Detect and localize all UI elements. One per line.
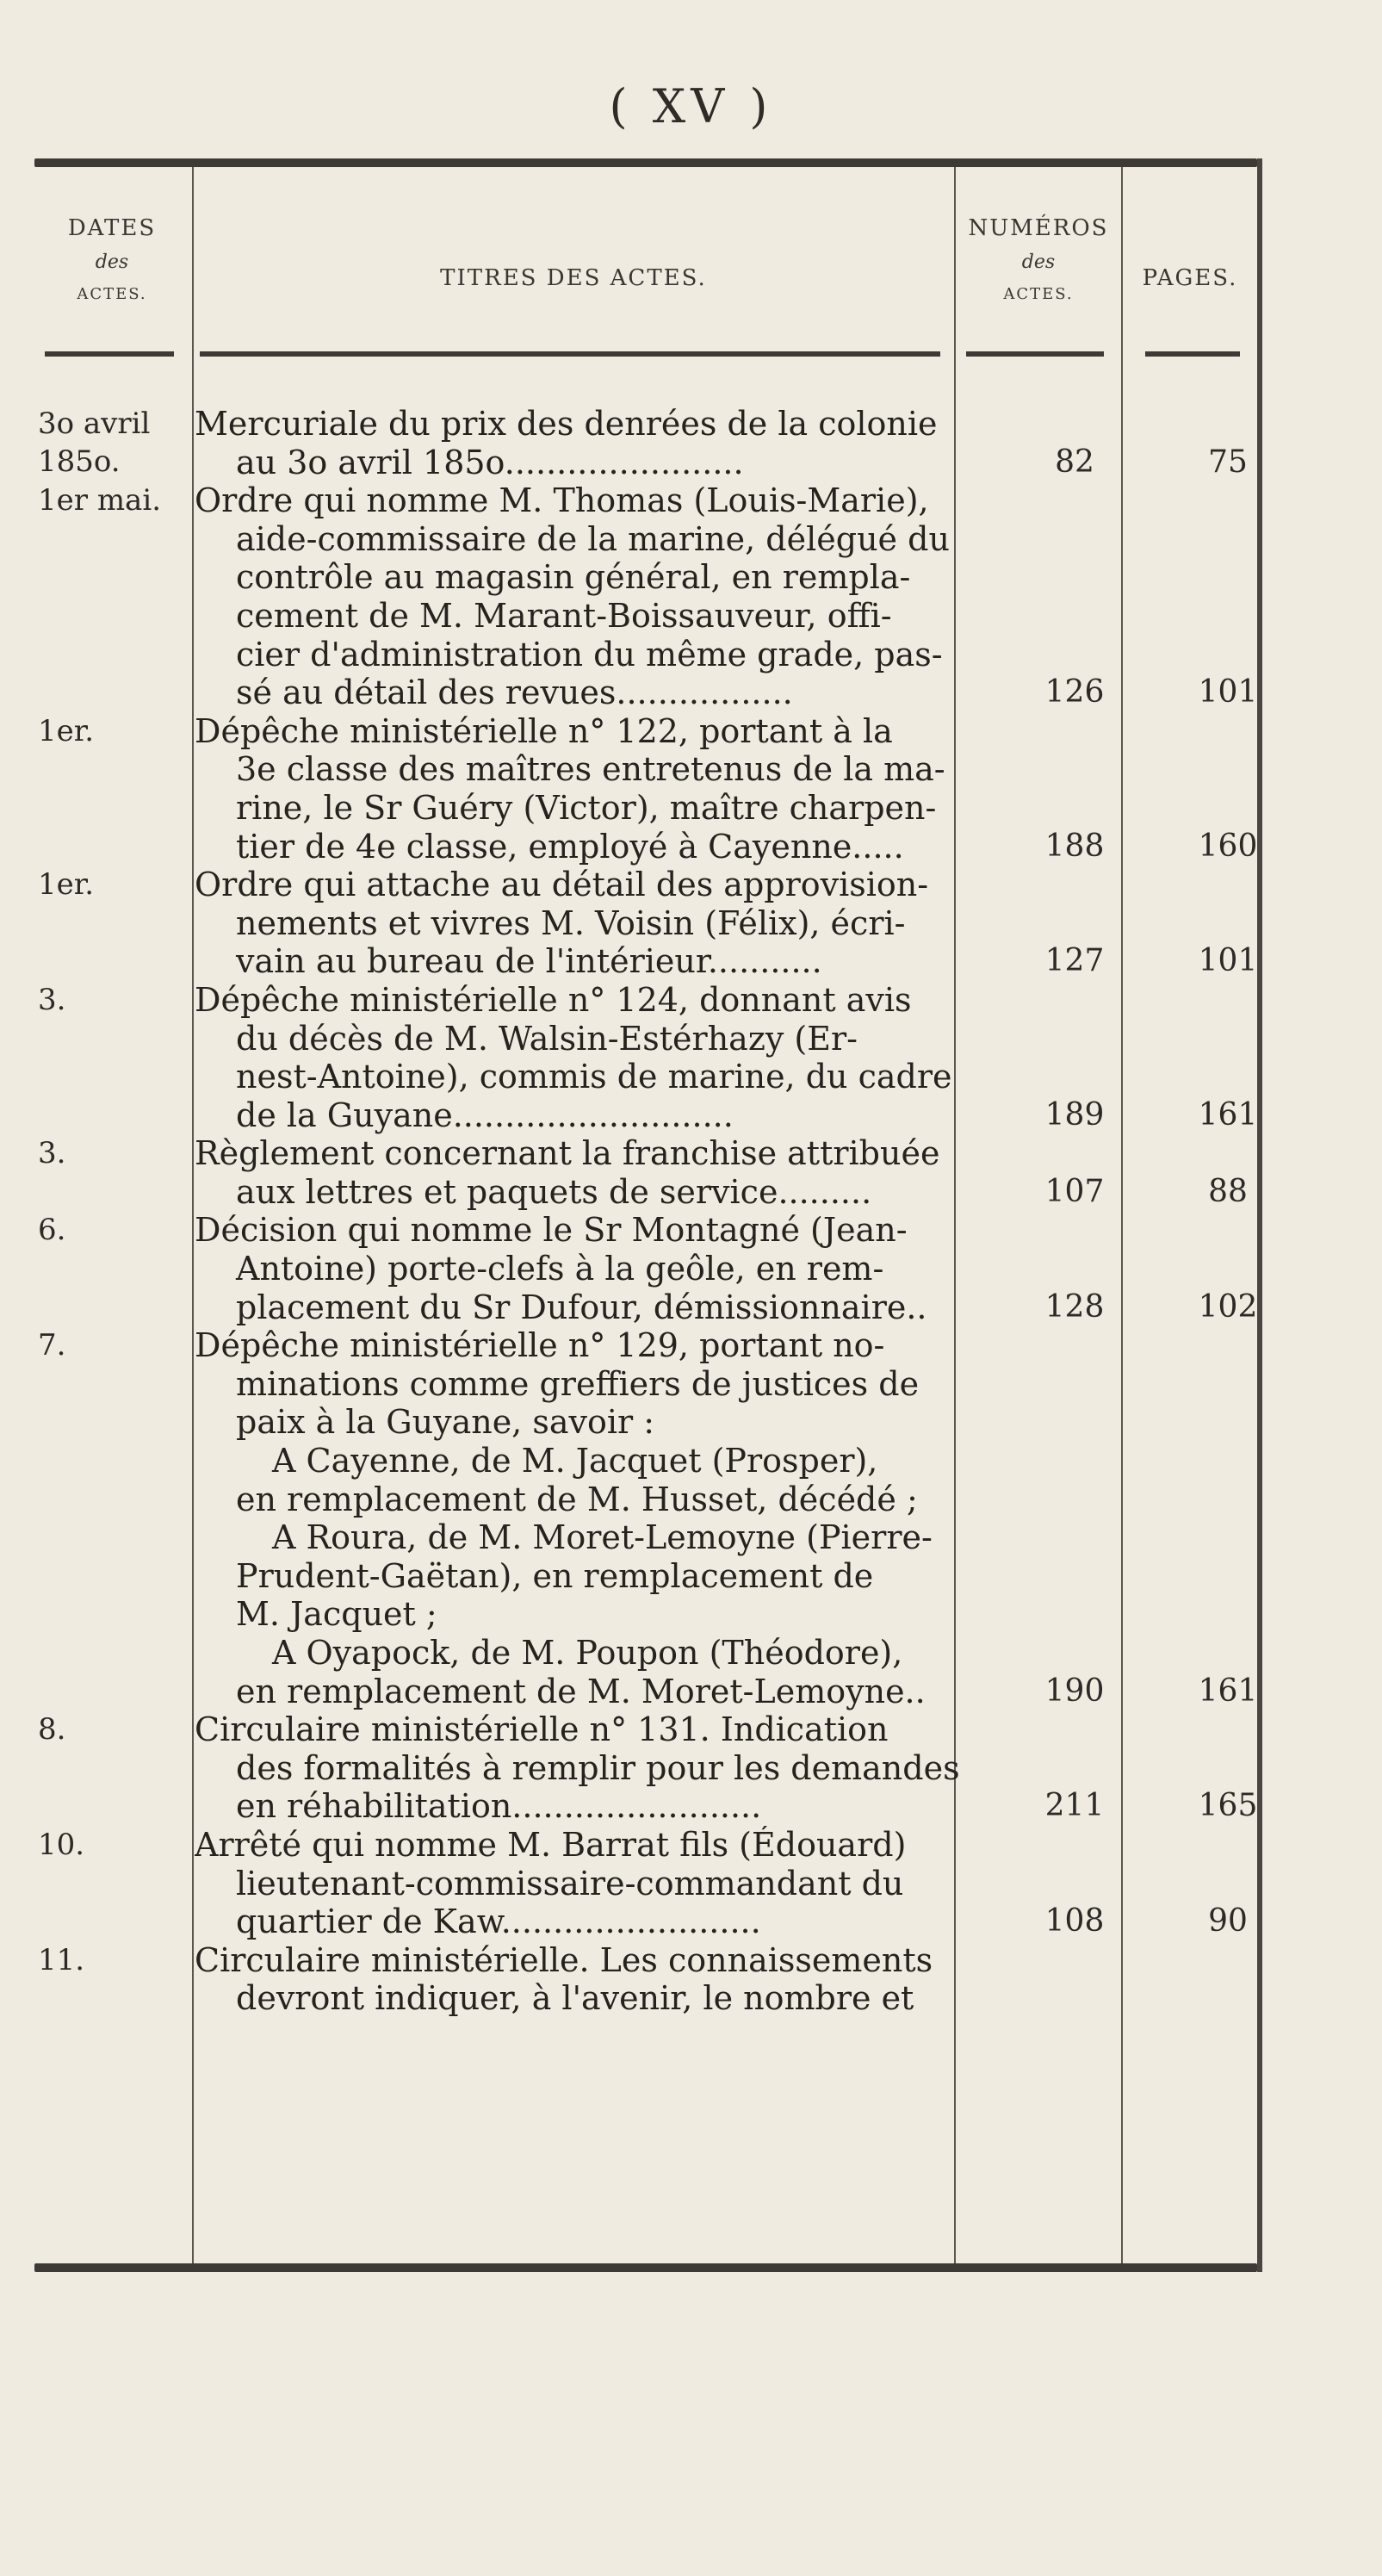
act-date <box>34 712 189 750</box>
column-header-pages: PAGES. <box>1142 265 1238 291</box>
act-title-line: paix à la Guyane, savoir : <box>236 1403 655 1442</box>
act-page: 88 <box>1208 1173 1248 1209</box>
table-row <box>34 712 1257 866</box>
act-number: 188 <box>1044 828 1105 864</box>
table-row <box>34 866 1257 981</box>
act-number: 126 <box>1044 674 1105 711</box>
act-date <box>34 481 189 519</box>
act-title-line: en réhabilitation........................ <box>236 1787 762 1826</box>
act-date-line: 1er. <box>38 713 95 748</box>
table-row <box>34 1941 1257 2018</box>
act-date-line: 3. <box>38 1136 66 1171</box>
act-number: 190 <box>1044 1673 1105 1709</box>
act-title <box>195 712 961 866</box>
act-date-line: 3. <box>38 982 66 1017</box>
act-date <box>34 1941 189 1979</box>
act-page: 90 <box>1208 1903 1248 1940</box>
header-underline-dates <box>45 351 174 357</box>
act-title <box>195 405 961 481</box>
table-row <box>34 481 1257 712</box>
act-number: 127 <box>1044 943 1105 979</box>
act-title-line: rine, le Sr Guéry (Victor), maître charpen- <box>236 788 937 827</box>
act-title-line: tier de 4e classe, employé à Cayenne..... <box>236 827 904 866</box>
act-title-line: aide-commissaire de la marine, délégué du <box>236 519 950 558</box>
act-date <box>34 1211 189 1249</box>
act-page: 101 <box>1198 674 1258 711</box>
act-title-line: en remplacement de M. Husset, décédé ; <box>236 1480 918 1518</box>
column-header-numeros: NUMÉROS des ACTES. <box>968 215 1109 303</box>
act-title-line: de la Guyane........................... <box>236 1096 734 1134</box>
act-title-line: en remplacement de M. Moret-Lemoyne.. <box>236 1672 926 1710</box>
act-title <box>195 1826 961 1941</box>
header-underline-titles <box>200 351 940 357</box>
act-number: 107 <box>1044 1173 1105 1209</box>
act-title-line: placement du Sr Dufour, démissionnaire.. <box>236 1288 927 1326</box>
act-page: 165 <box>1198 1788 1258 1824</box>
act-page: 101 <box>1198 943 1258 979</box>
table-row <box>34 1826 1257 1941</box>
act-date-line: 1er. <box>38 867 95 903</box>
act-title <box>195 866 961 981</box>
act-title <box>195 1710 961 1826</box>
act-title <box>195 981 961 1134</box>
act-date-line: 3o avril <box>38 407 151 441</box>
act-date-line: 10. <box>38 1827 85 1862</box>
act-title-line: M. Jacquet ; <box>236 1595 437 1634</box>
table-row <box>34 1211 1257 1326</box>
act-date-line: 6. <box>38 1213 66 1248</box>
table-row <box>34 1710 1257 1826</box>
act-title-line: quartier de Kaw......................... <box>236 1903 761 1941</box>
header-underline-pages <box>1145 351 1240 357</box>
act-title <box>195 1941 961 2018</box>
act-date-line: 185o. <box>38 444 121 479</box>
act-title-line: aux lettres et paquets de service......... <box>236 1172 872 1211</box>
page-number: ( XV ) <box>609 79 773 133</box>
act-title-line: A Oyapock, de M. Poupon (Théodore), <box>272 1634 903 1672</box>
act-page: 102 <box>1198 1288 1258 1325</box>
act-date-line: 8. <box>38 1712 66 1747</box>
act-title-line: Antoine) porte-clefs à la geôle, en rem- <box>236 1250 884 1288</box>
table-row <box>34 981 1257 1134</box>
act-title-line: A Roura, de M. Moret-Lemoyne (Pierre- <box>272 1518 933 1557</box>
top-rule <box>34 158 1257 167</box>
act-title-line: 3e classe des maîtres entretenus de la ma- <box>236 750 945 789</box>
act-title-line: Dépêche ministérielle n° 124, donnant avis <box>195 980 912 1019</box>
act-title <box>195 1211 961 1326</box>
act-title-line: nements et vivres M. Voisin (Félix), écri- <box>236 903 906 942</box>
column-header-titles: TITRES DES ACTES. <box>440 265 707 291</box>
act-page: 161 <box>1198 1096 1258 1133</box>
act-title-line: Circulaire ministérielle n° 131. Indication <box>195 1710 889 1749</box>
act-title-line: au 3o avril 185o....................... <box>236 443 744 481</box>
act-title-line: cement de M. Marant-Boissauveur, offi- <box>236 596 892 635</box>
act-number: 108 <box>1044 1903 1105 1940</box>
act-title-line: nest-Antoine), commis de marine, du cadre <box>236 1058 952 1096</box>
act-title-line: cier d'administration du même grade, pas- <box>236 635 943 673</box>
table-row <box>34 1326 1257 1710</box>
act-title-line: des formalités à remplir pour les demandes <box>236 1748 960 1787</box>
act-title-line: devront indiquer, à l'avenir, le nombre et <box>236 1979 914 2018</box>
act-date <box>34 1134 189 1172</box>
act-title-line: contrôle au magasin général, en rempla- <box>236 558 911 597</box>
act-title-line: Circulaire ministérielle. Les connaissements <box>195 1940 933 1979</box>
act-page: 75 <box>1208 444 1248 480</box>
act-title-line: Décision qui nomme le Sr Montagné (Jean- <box>195 1211 908 1250</box>
act-date <box>34 405 189 481</box>
act-date-line: 1er mai. <box>38 483 162 518</box>
act-title-line: lieutenant-commissaire-commandant du <box>236 1864 904 1903</box>
act-title-line: vain au bureau de l'intérieur........... <box>236 942 822 981</box>
act-date <box>34 1710 189 1748</box>
column-header-dates: DATES des ACTES. <box>67 215 157 303</box>
act-date-line: 7. <box>38 1328 66 1363</box>
act-date-line: 11. <box>38 1942 85 1977</box>
act-page: 160 <box>1198 828 1258 864</box>
act-title-line: Dépêche ministérielle n° 122, portant à la <box>195 711 893 750</box>
act-title-line: du décès de M. Walsin-Estérhazy (Er- <box>236 1019 858 1058</box>
bottom-rule <box>34 2263 1257 2272</box>
act-date <box>34 866 189 903</box>
act-date <box>34 1326 189 1364</box>
act-title-line: minations comme greffiers de justices de <box>236 1364 920 1403</box>
act-title <box>195 1326 961 1710</box>
act-page: 161 <box>1198 1673 1258 1709</box>
act-title <box>195 481 961 712</box>
act-number: 128 <box>1044 1288 1105 1325</box>
act-title-line: sé au détail des revues................. <box>236 673 793 712</box>
act-title-line: A Cayenne, de M. Jacquet (Prosper), <box>272 1442 878 1480</box>
act-title-line: Arrêté qui nomme M. Barrat fils (Édouard) <box>195 1825 907 1864</box>
header-underline-numeros <box>966 351 1104 357</box>
act-title-line: Ordre qui nomme M. Thomas (Louis-Marie), <box>195 481 929 520</box>
act-number: 82 <box>1055 444 1094 480</box>
table-row <box>34 1134 1257 1211</box>
act-number: 211 <box>1044 1788 1105 1824</box>
entries-table <box>34 405 1257 2018</box>
act-title-line: Ordre qui attache au détail des approvision- <box>195 866 929 904</box>
act-title-line: Règlement concernant la franchise attribuée <box>195 1134 940 1173</box>
act-date <box>34 1826 189 1864</box>
act-number: 189 <box>1044 1096 1105 1133</box>
act-title-line: Dépêche ministérielle n° 129, portant no- <box>195 1326 885 1365</box>
act-title-line: Mercuriale du prix des denrées de la colonie <box>195 405 938 443</box>
act-date <box>34 981 189 1019</box>
act-title <box>195 1134 961 1211</box>
act-title-line: Prudent-Gaëtan), en remplacement de <box>236 1556 874 1595</box>
table-row <box>34 405 1257 481</box>
